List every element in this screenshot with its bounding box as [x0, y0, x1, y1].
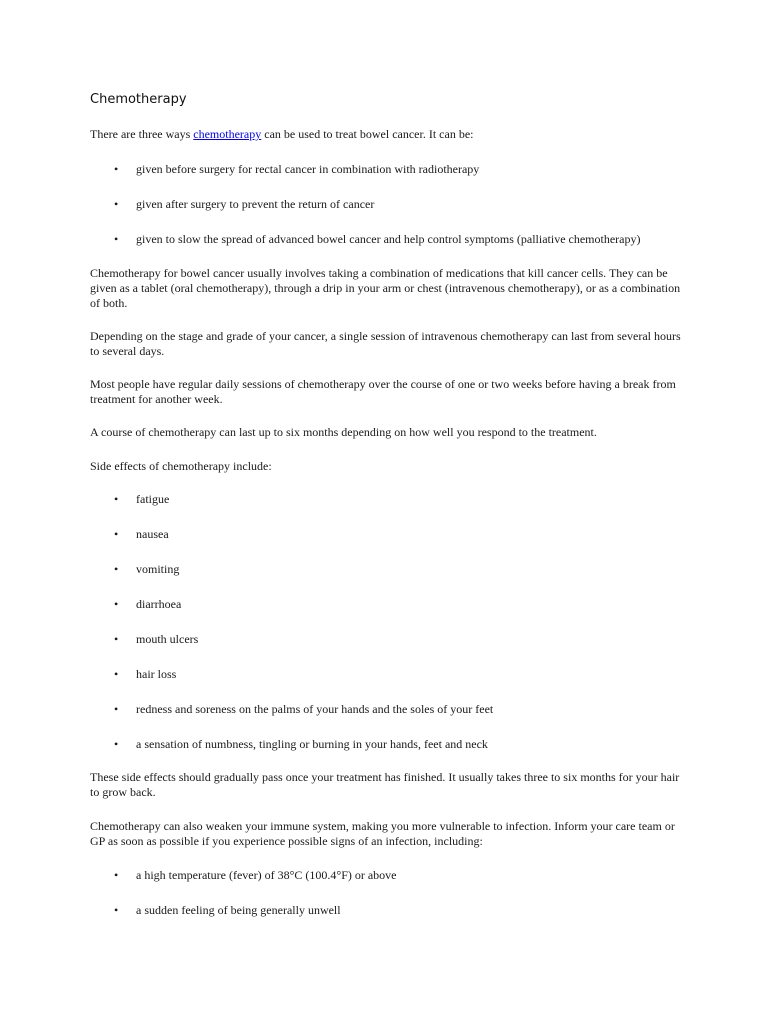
list-item-text: redness and soreness on the palms of your hands and the soles of your feet — [136, 702, 494, 716]
bullet-icon: • — [114, 162, 119, 176]
paragraph: These side effects should gradually pass once your treatment has finished. It usually takes three to six months for your hair to grow back. — [90, 770, 680, 799]
list-item-text: nausea — [136, 527, 169, 541]
list-item-text: a high temperature (fever) of 38°C (100.4°F) or above — [136, 868, 397, 882]
bullet-icon: • — [114, 702, 119, 716]
bullet-icon: • — [114, 903, 119, 917]
bullet-icon: • — [114, 492, 119, 506]
intro-text-before: There are three ways — [90, 127, 194, 141]
paragraph: Side effects of chemotherapy include: — [90, 459, 272, 473]
bullet-icon: • — [114, 197, 119, 211]
bullet-icon: • — [114, 868, 119, 882]
bullet-icon: • — [114, 667, 119, 681]
list-item-text: a sudden feeling of being generally unwell — [136, 903, 341, 917]
list-item-text: hair loss — [136, 667, 177, 681]
list-item-text: a sensation of numbness, tingling or burning in your hands, feet and neck — [136, 737, 488, 751]
list-item-text: mouth ulcers — [136, 632, 199, 646]
intro-text-after: can be used to treat bowel cancer. It can be: — [261, 127, 474, 141]
bullet-icon: • — [114, 597, 119, 611]
list-item-text: diarrhoea — [136, 597, 182, 611]
paragraph: A course of chemotherapy can last up to six months depending on how well you respond to the treatment. — [90, 425, 597, 439]
list-item-text: given before surgery for rectal cancer in combination with radiotherapy — [136, 162, 480, 176]
list-item-text: vomiting — [136, 562, 180, 576]
bullet-icon: • — [114, 737, 119, 751]
intro-paragraph — [90, 127, 690, 142]
page-title: Chemotherapy — [90, 92, 187, 107]
bullet-icon: • — [114, 232, 119, 246]
paragraph: Depending on the stage and grade of your cancer, a single session of intravenous chemotherapy can last from several hours to several days. — [90, 329, 681, 358]
list-item-text: given after surgery to prevent the return of cancer — [136, 197, 375, 211]
chemotherapy-link[interactable]: chemotherapy — [193, 127, 262, 141]
list-item-text: fatigue — [136, 492, 170, 506]
paragraph: Most people have regular daily sessions of chemotherapy over the course of one or two weeks before having a break from treatment for another week. — [90, 377, 676, 406]
bullet-icon: • — [114, 562, 119, 576]
paragraph: Chemotherapy can also weaken your immune system, making you more vulnerable to infection. Inform your care team or GP as soon as possible if you experience possible signs of an infection, including: — [90, 819, 675, 848]
paragraph: Chemotherapy for bowel cancer usually involves taking a combination of medications that kill cancer cells. They can be given as a tablet (oral chemotherapy), through a drip in your arm or chest (intravenous chemotherapy), or as a combination of both. — [90, 266, 681, 310]
list-item-text: given to slow the spread of advanced bowel cancer and help control symptoms (palliative chemotherapy) — [136, 232, 641, 246]
bullet-icon: • — [114, 632, 119, 646]
bullet-icon: • — [114, 527, 119, 541]
